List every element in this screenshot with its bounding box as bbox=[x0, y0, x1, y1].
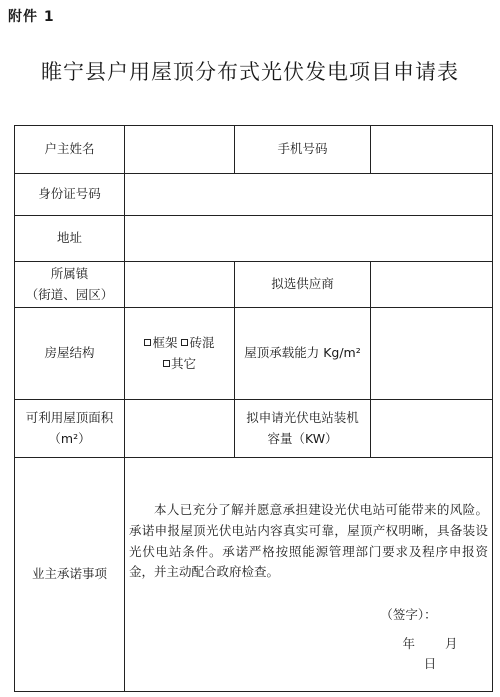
checkbox-icon bbox=[144, 339, 151, 346]
house-structure-options bbox=[125, 308, 235, 400]
date-line bbox=[129, 634, 488, 675]
date-year: 年 bbox=[402, 635, 415, 651]
roof-area-unit: （m²） bbox=[48, 430, 91, 446]
town-label-main: 所属镇 bbox=[50, 266, 89, 281]
frame-checkbox[interactable] bbox=[144, 333, 177, 354]
town-label-sub: （街道、园区） bbox=[25, 286, 114, 302]
address-label: 地址 bbox=[15, 216, 125, 262]
pledge-text: 本人已充分了解并愿意承担建设光伏电站可能带来的风险。承诺申报屋顶光伏电站内容真实可靠，屋顶产权明晰，具备装设光伏电站条件。承诺严格按照能源管理部门要求及程序申报资金，并主动配合政府检查。 bbox=[129, 502, 488, 580]
date-month: 月 bbox=[444, 635, 458, 651]
address-field[interactable] bbox=[125, 216, 493, 262]
signature-label: （签字）： bbox=[380, 606, 437, 622]
roof-area-label bbox=[15, 400, 125, 458]
town-field[interactable] bbox=[125, 262, 235, 308]
brick-checkbox[interactable] bbox=[181, 333, 214, 354]
station-capacity-field[interactable] bbox=[371, 400, 493, 458]
owner-name-label: 户主姓名 bbox=[15, 126, 125, 174]
checkbox-icon bbox=[163, 360, 170, 367]
other-checkbox[interactable] bbox=[163, 354, 196, 375]
id-number-label: 身份证号码 bbox=[15, 174, 125, 216]
supplier-field[interactable] bbox=[371, 262, 493, 308]
station-capacity-label-line2: 容量（KW） bbox=[267, 430, 338, 446]
application-form bbox=[14, 125, 493, 692]
phone-field[interactable] bbox=[371, 126, 493, 174]
roof-capacity-label: 屋顶承载能力 Kg/m² bbox=[235, 308, 371, 400]
other-option-label: 其它 bbox=[170, 355, 196, 371]
pledge-content bbox=[125, 458, 493, 692]
attachment-label: 附件 1 bbox=[8, 9, 55, 25]
owner-name-field[interactable] bbox=[125, 126, 235, 174]
roof-area-field[interactable] bbox=[125, 400, 235, 458]
station-capacity-label-line1: 拟申请光伏电站装机 bbox=[246, 410, 359, 426]
phone-label: 手机号码 bbox=[235, 126, 371, 174]
date-day: 日 bbox=[423, 656, 437, 672]
frame-option-label: 框架 bbox=[152, 335, 178, 351]
roof-area-label-main: 可利用屋顶面积 bbox=[25, 410, 114, 426]
id-number-field[interactable] bbox=[125, 174, 493, 216]
checkbox-icon bbox=[181, 339, 188, 346]
house-structure-label: 房屋结构 bbox=[15, 308, 125, 400]
brick-option-label: 砖混 bbox=[189, 335, 215, 351]
roof-capacity-field[interactable] bbox=[371, 308, 493, 400]
page-title: 睢宁县户用屋顶分布式光伏发电项目申请表 bbox=[41, 60, 459, 84]
supplier-label: 拟选供应商 bbox=[235, 262, 371, 308]
pledge-label: 业主承诺事项 bbox=[15, 458, 125, 692]
station-capacity-label bbox=[235, 400, 371, 458]
town-label bbox=[15, 262, 125, 308]
